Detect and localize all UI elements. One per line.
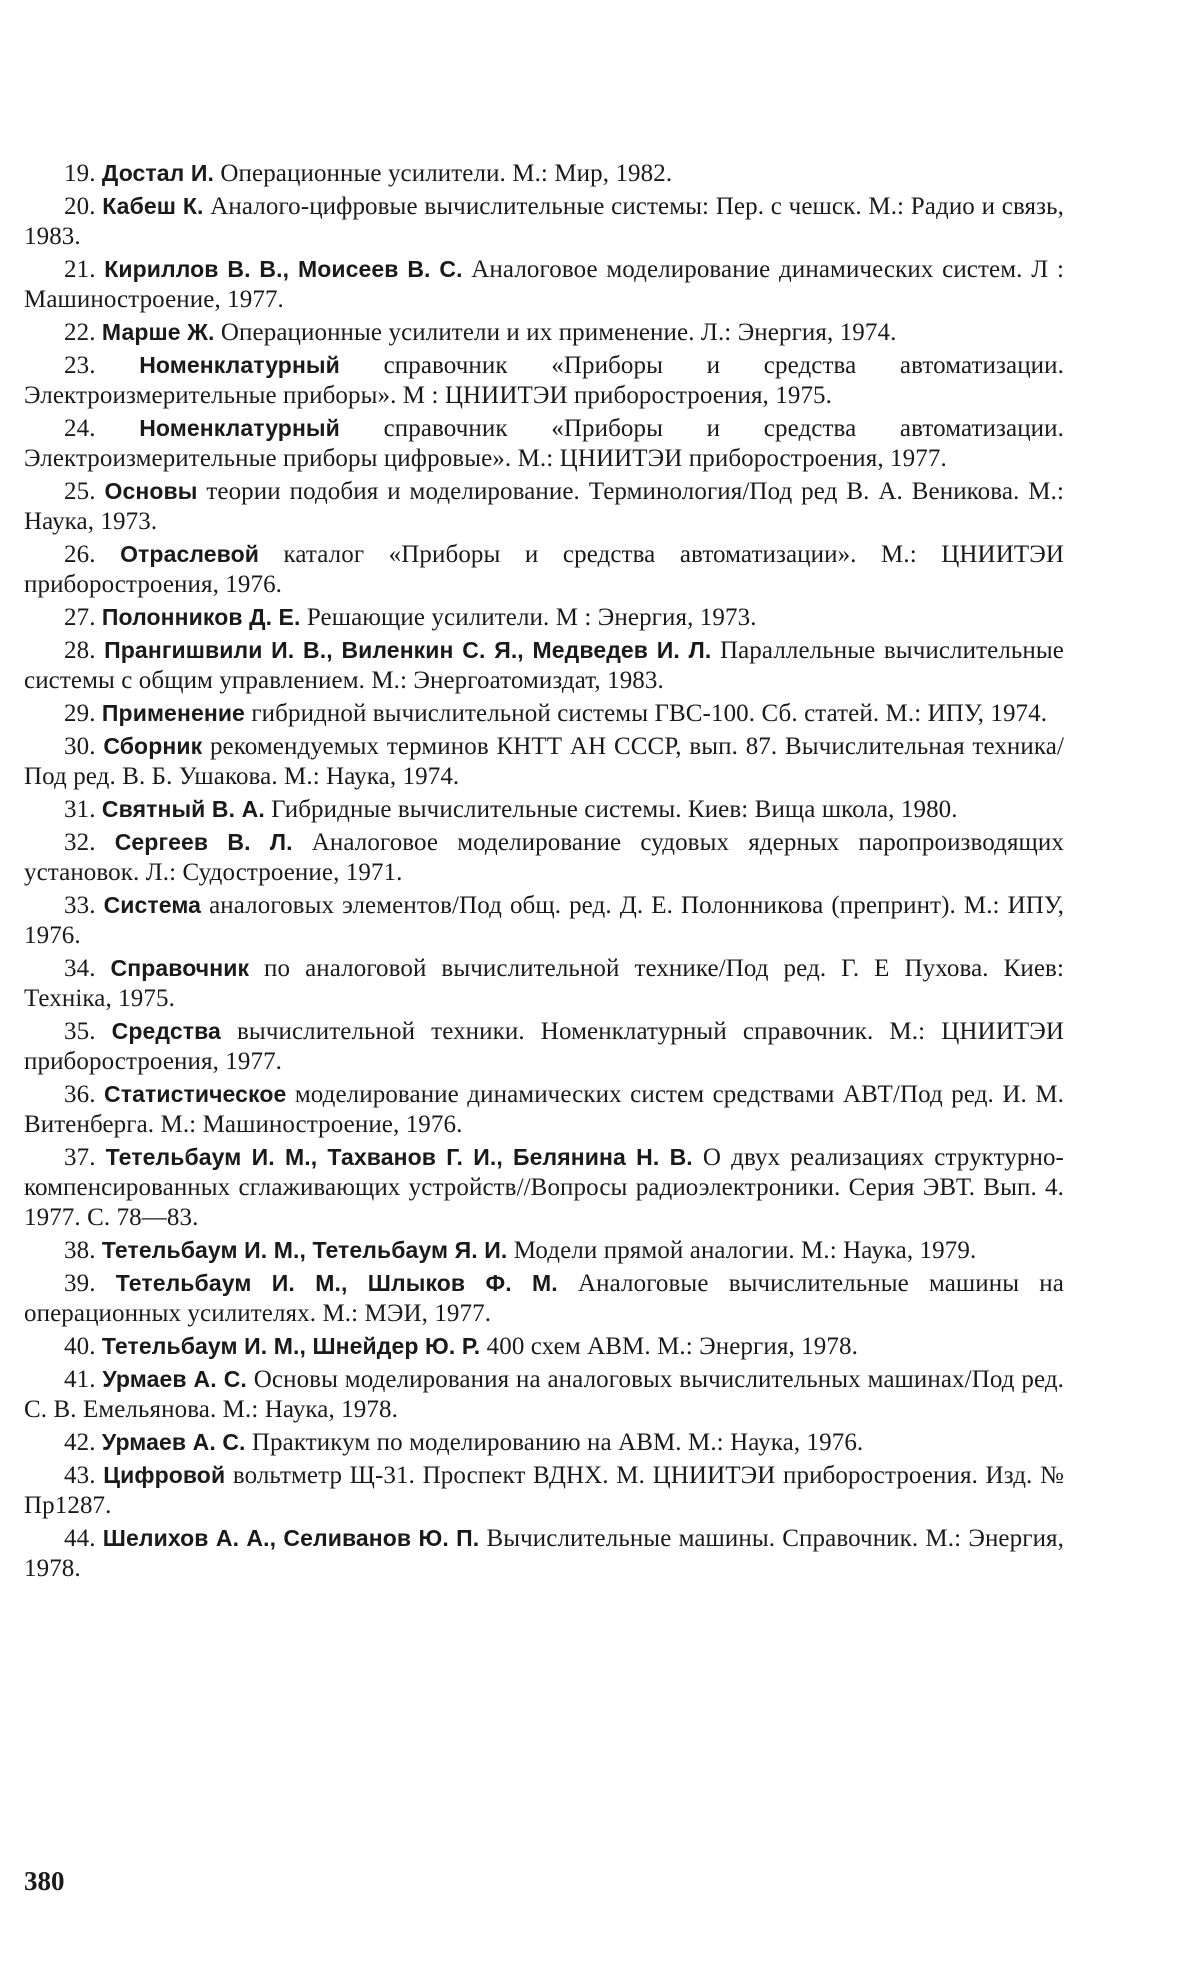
reference-item: 38. Тетельбаум И. М., Тетельбаум Я. И. Модели прямой аналогии. М.: Наука, 1979. — [64, 1237, 977, 1264]
reference-item: 35. Средства вычислительной техники. Номенклатурный справочник. М.: ЦНИИТЭИ приборостроения, 1977. — [24, 1018, 1064, 1075]
reference-item: 30. Сборник рекомендуемых терминов КНТТ АН СССР, вып. 87. Вычислительная техника/Под ред. В. Б. Ушакова. М.: Наука, 1974. — [24, 733, 1064, 790]
reference-item: 20. Кабеш К. Аналого-цифровые вычислительные системы: Пер. с чешск. М.: Радио и связь, 1983. — [24, 193, 1064, 250]
reference-item: 32. Сергеев В. Л. Аналоговое моделирование судовых ядерных паропроизводящих установок. Л.: Судостроение, 1971. — [24, 829, 1064, 886]
reference-item: 41. Урмаев А. С. Основы моделирования на аналоговых вычислительных машинах/Под ред. С. В. Емельянова. М.: Наука, 1978. — [24, 1366, 1064, 1423]
reference-item: 31. Святный В. А. Гибридные вычислительные системы. Киев: Вища школа, 1980. — [64, 796, 958, 823]
reference-item: 42. Урмаев А. С. Практикум по моделированию на АВМ. М.: Наука, 1976. — [64, 1429, 864, 1456]
reference-item: 27. Полонников Д. Е. Решающие усилители. М : Энергия, 1973. — [64, 604, 757, 631]
reference-item: 24. Номенклатурный справочник «Приборы и средства автоматизации. Электроизмерительные приборы цифровые». М.: ЦНИИТЭИ приборостроения, 1977. — [24, 415, 1064, 472]
reference-item: 21. Кириллов В. В., Моисеев В. С. Аналоговое моделирование динамических систем. Л : Машиностроение, 1977. — [24, 256, 1064, 313]
reference-item: 23. Номенклатурный справочник «Приборы и средства автоматизации. Электроизмерительные приборы». М : ЦНИИТЭИ приборостроения, 1975. — [24, 352, 1064, 409]
reference-item: 36. Статистическое моделирование динамических систем средствами АВТ/Под ред. И. М. Витенберга. М.: Машиностроение, 1976. — [24, 1081, 1064, 1138]
page-number: 380 — [24, 1866, 65, 1896]
reference-item: 25. Основы теории подобия и моделирование. Терминология/Под ред В. А. Веникова. М.: Наука, 1973. — [24, 478, 1064, 535]
reference-item: 34. Справочник по аналоговой вычислительной технике/Под ред. Г. Е Пухова. Киев: Техніка, 1975. — [24, 955, 1064, 1012]
reference-item: 28. Прангишвили И. В., Виленкин С. Я., Медведев И. Л. Параллельные вычислительные системы с общим управлением. М.: Энергоатомиздат, 1983. — [24, 637, 1064, 694]
reference-item: 26. Отраслевой каталог «Приборы и средства автоматизации». М.: ЦНИИТЭИ приборостроения, 1976. — [24, 541, 1064, 598]
reference-list — [24, 158, 1064, 1586]
reference-item: 22. Марше Ж. Операционные усилители и их применение. Л.: Энергия, 1974. — [64, 319, 897, 346]
reference-item: 44. Шелихов А. А., Селиванов Ю. П. Вычислительные машины. Справочник. М.: Энергия, 1978. — [24, 1525, 1065, 1582]
reference-item: 39. Тетельбаум И. М., Шлыков Ф. М. Аналоговые вычислительные машины на операционных усилителях. М.: МЭИ, 1977. — [24, 1270, 1064, 1327]
reference-item: 29. Применение гибридной вычислительной системы ГВС-100. Сб. статей. М.: ИПУ, 1974. — [64, 700, 1048, 727]
reference-item: 40. Тетельбаум И. М., Шнейдер Ю. Р. 400 схем АВМ. М.: Энергия, 1978. — [64, 1333, 858, 1360]
reference-item: 19. Достал И. Операционные усилители. М.: Мир, 1982. — [64, 160, 673, 187]
reference-item: 37. Тетельбаум И. М., Тахванов Г. И., Белянина Н. В. О двух реализациях структурно-компенсированных сглаживающих устройств//Вопросы радиоэлектроники. Серия ЭВТ. Вып. 4. 1977. С. 78—83. — [24, 1144, 1064, 1231]
reference-item: 33. Система аналоговых элементов/Под общ. ред. Д. Е. Полонникова (препринт). М.: ИПУ, 1976. — [24, 892, 1064, 949]
reference-item: 43. Цифровой вольтметр Щ-31. Проспект ВДНХ. М. ЦНИИТЭИ приборостроения. Изд. № Пр1287. — [24, 1462, 1064, 1519]
